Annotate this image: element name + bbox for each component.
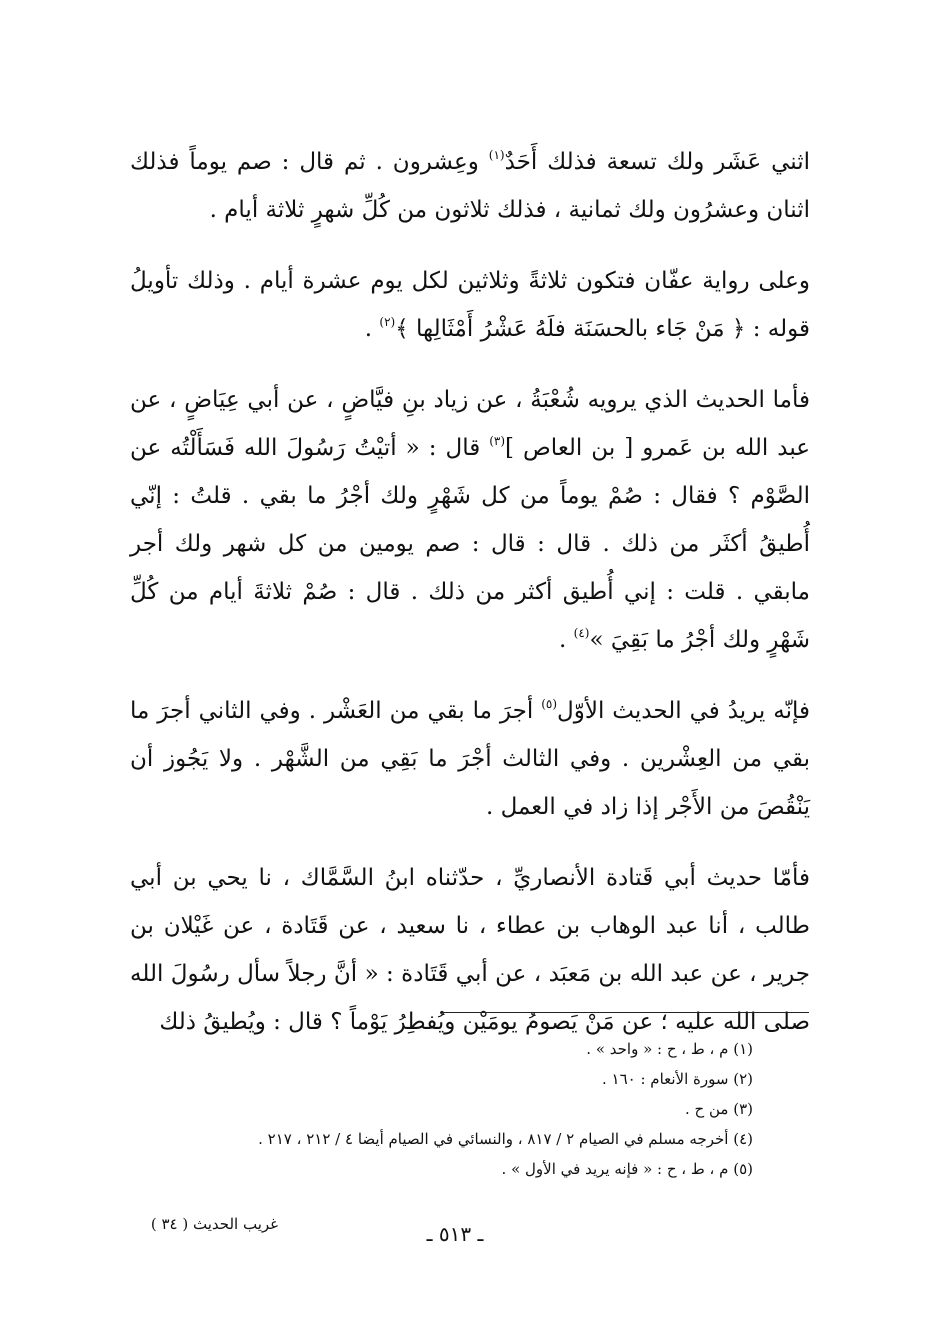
paragraph: وعلى رواية عفّان فتكون ثلاثةً وثلاثين لكل يوم عشرة أيام . وذلك تأويلُ قوله : ﴿ مَنْ جَاء بالحسَنَة فلَهُ عَشْرُ أَمْثَالِها ﴾$^{(٢)}$ .: [130, 268, 810, 342]
running-head: غريب الحديث ( ٣٤ ): [150, 1215, 278, 1233]
footnote: (٣) من ح .: [685, 1100, 753, 1118]
paragraph: فأما الحديث الذي يرويه شُعْبَةُ ، عن زياد بنِ فيَّاضٍ ، عن أبي عِيَاضٍ ، عن عبد الله بن عَمرو [ بن العاص ]$^{(٣)}$ قال : « أتيْتُ رَسُولَ الله فَسَأَلْتُه عن الصَّوْم ؟ فقال : صُمْ يوماً من كل شَهْرٍ ولك أجْرُ ما بقي . قلتُ : إنّي أُطيقُ أكثَر من ذلك . قال : قال : صم يومين من كل شهر ولك أجر مابقي . قلت : إني أُطيق أكثر من ذلك . قال : صُمْ ثلاثةَ أيام من كُلِّ شَهْرٍ ولك أجْرُ ما بَقِيَ »$^{(٤)}$ .: [130, 387, 810, 653]
page-number: ـ ٥١٣ ـ: [426, 1222, 484, 1246]
footnote-reference: (٢): [379, 315, 396, 329]
footnote-separator: [440, 1012, 809, 1013]
footnote-reference: (١): [488, 148, 505, 162]
footnote: (٤) أخرجه مسلم في الصيام ٢ / ٨١٧ ، والنسائي في الصيام أيضا ٤ / ٢١٢ ، ٢١٧ .: [258, 1130, 753, 1148]
footnotes: [150, 1034, 753, 1184]
paragraph: فأمّا حديث أبي قَتادة الأنصاريِّ ، حدّثناه ابنُ السَّمَّاك ، نا يحي بن أبي طالب ، أنا عبد الوهاب بن عطاء ، نا سعيد ، عن قَتَادة ، عن غَيْلان بن جرير ، عن عبد الله بن مَعبَد ، عن أبي قَتَادة : « أنَّ رجلاً سأل رسُولَ الله صلى الله عليه ؛ عن مَنْ يَصومُ يومَيْن ويُفطِرُ يَوْماً ؟ قال : ويُطيقُ ذلك: [130, 865, 810, 1035]
paragraph: فإنّه يريدُ في الحديث الأوّل$^{(٥)}$ أجرَ ما بقي من العَشْر . وفي الثاني أجرَ ما بقي من العِشْرين . وفي الثالث أجْرَ ما بَقِي من الشَّهْر . ولا يَجُوز أن يَنْقُصَ من الأَجْر إذا زاد في العمل .: [130, 697, 810, 820]
footnote: (٥) م ، ط ، ح : « فإنه يريد في الأول » .: [501, 1160, 753, 1178]
footnote: (١) م ، ط ، ح : « واحد » .: [586, 1040, 753, 1058]
footnote-reference: (٥): [541, 697, 558, 711]
footnote-reference: (٣): [489, 434, 506, 448]
footnote-reference: (٤): [573, 626, 590, 640]
paragraph: اثني عَشَر ولك تسعة فذلك أَحَدٌ$^{(١)}$ وعِشرون . ثم قال : صم يوماً فذلك اثنان وعشرُون ولك ثمانية ، فذلك ثلاثون من كُلِّ شهرٍ ثلاثة أيام .: [130, 148, 810, 223]
main-text: [130, 138, 810, 1069]
footnote: (٢) سورة الأنعام : ١٦٠ .: [601, 1070, 753, 1088]
